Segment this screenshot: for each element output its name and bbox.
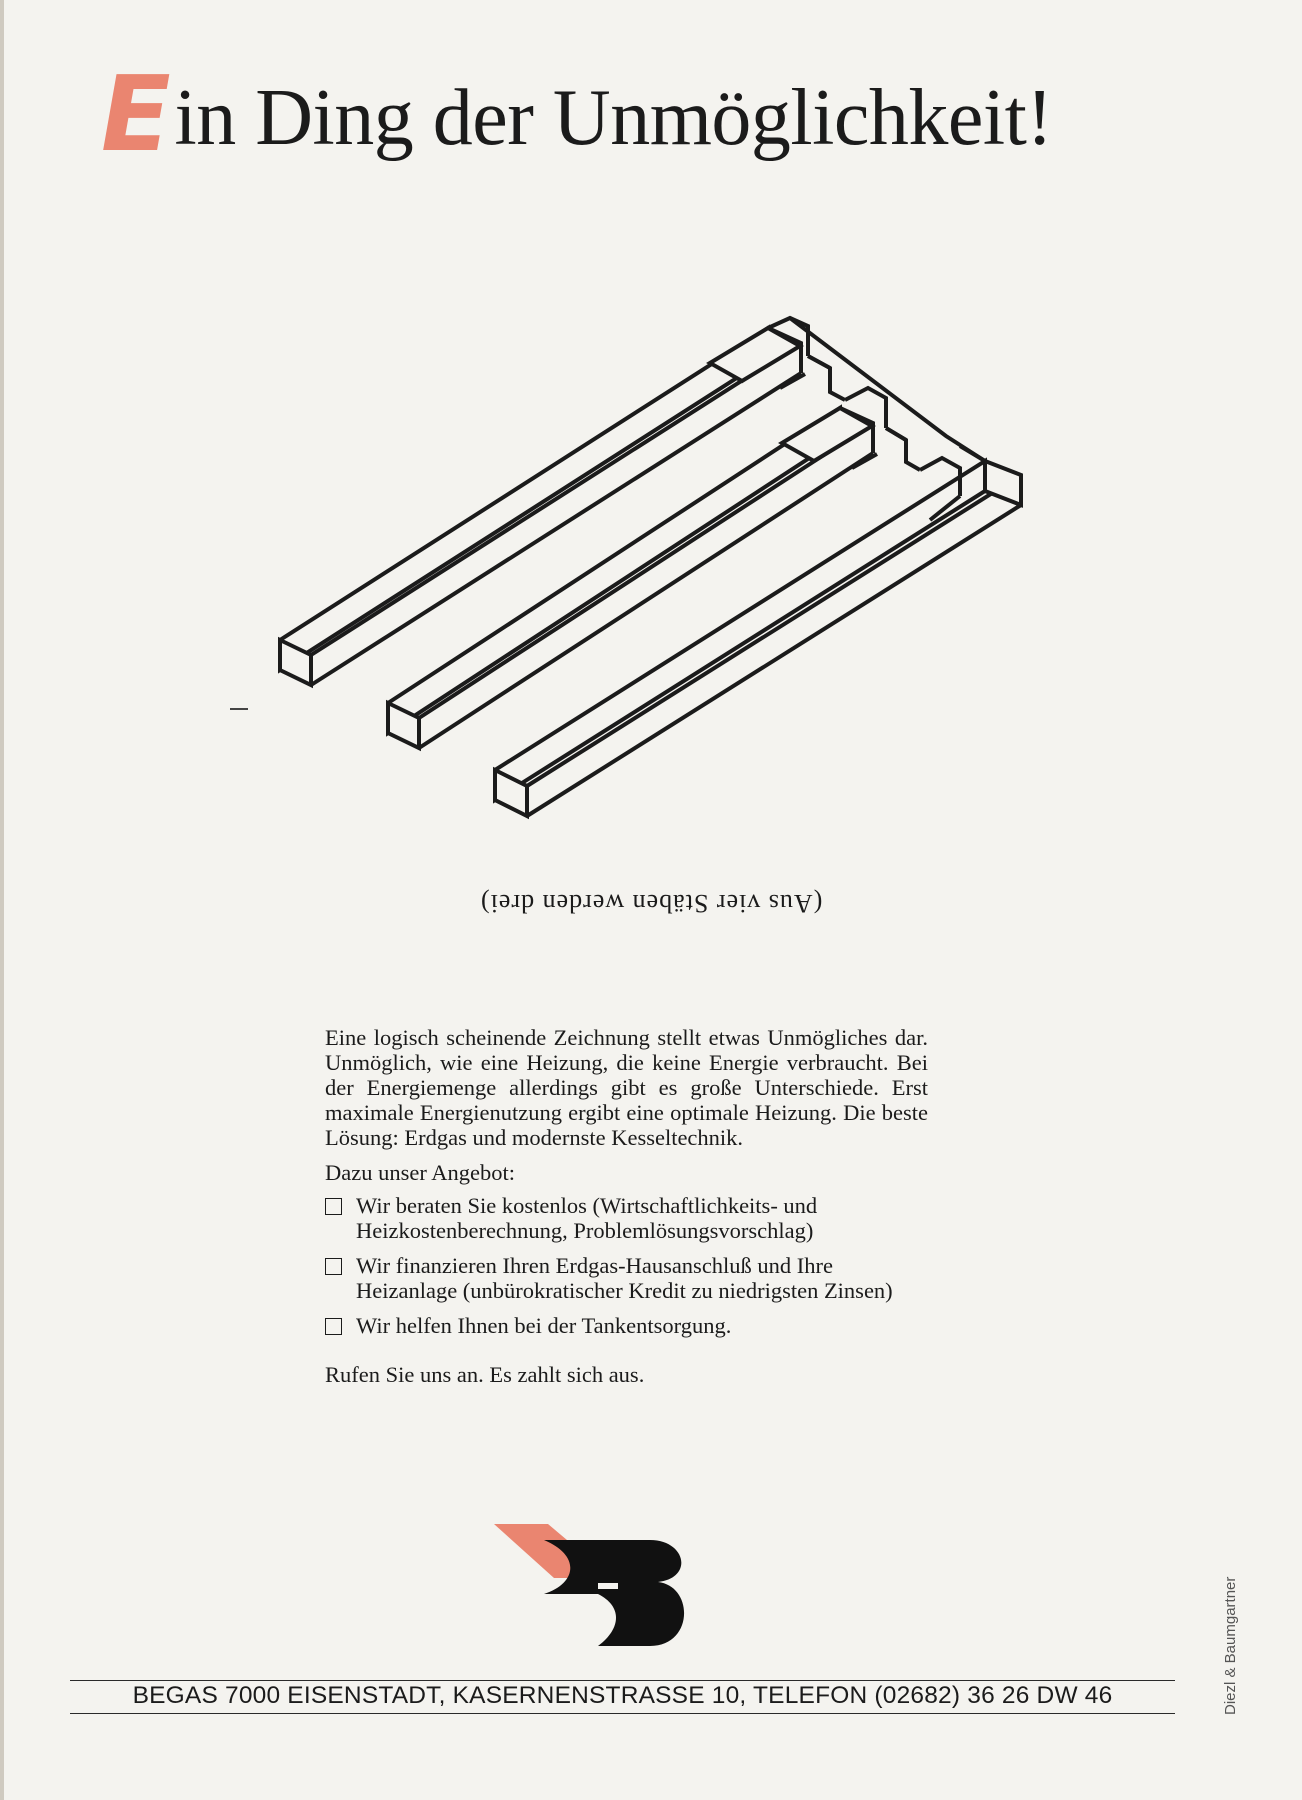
headline-text: in Ding der Unmöglichkeit! [174,74,1053,162]
begas-logo [490,1520,710,1650]
agency-credit: Diezl & Baumgartner [1222,1576,1239,1715]
caption-text: (Aus vier Stäben werden drei) [479,889,823,918]
offer-item [325,1313,928,1338]
offer-item [325,1253,928,1303]
offer-item [325,1193,928,1243]
offer-text: Wir finanzieren Ihren Erdgas-Hausanschluß und Ihre Heizanlage (unbürokratischer Kredit zu niedrigsten Zinsen) [356,1253,893,1303]
offer-heading: Dazu unser Angebot: [325,1160,515,1185]
illustration-caption [0,888,1302,918]
checkbox-icon [325,1258,342,1275]
closing-line: Rufen Sie uns an. Es zahlt sich aus. [325,1362,645,1387]
checkbox-icon [325,1318,342,1335]
checkbox-icon [325,1198,342,1215]
footer-rule-top [70,1680,1175,1681]
footer-rule-bottom [70,1713,1175,1714]
body-copy [325,1025,928,1387]
bar-3-face [495,461,985,800]
intro-paragraph: Eine logisch scheinende Zeichnung stellt etwas Unmögliches dar. Unmöglich, wie eine Heizung, die keine Energie verbraucht. Bei der Energiemenge allerdings gibt es große Unterschiede. Erst maximale Energienutzung ergibt eine optimale Heizung. Die beste Lösung: Erdgas und modernste Kesseltechnik. [325,1025,928,1150]
headline-initial: E [89,53,182,175]
offer-text: Wir helfen Ihnen bei der Tankentsorgung. [356,1313,732,1338]
offer-text: Wir beraten Sie kostenlos (Wirtschaftlichkeits- und Heizkostenberechnung, Problemlösungsvorschlag) [356,1193,818,1243]
footer-address: BEGAS 7000 EISENSTADT, KASERNENSTRASSE 10, TELEFON (02682) 36 26 DW 46 [132,1682,1113,1709]
offer-list [325,1193,928,1338]
